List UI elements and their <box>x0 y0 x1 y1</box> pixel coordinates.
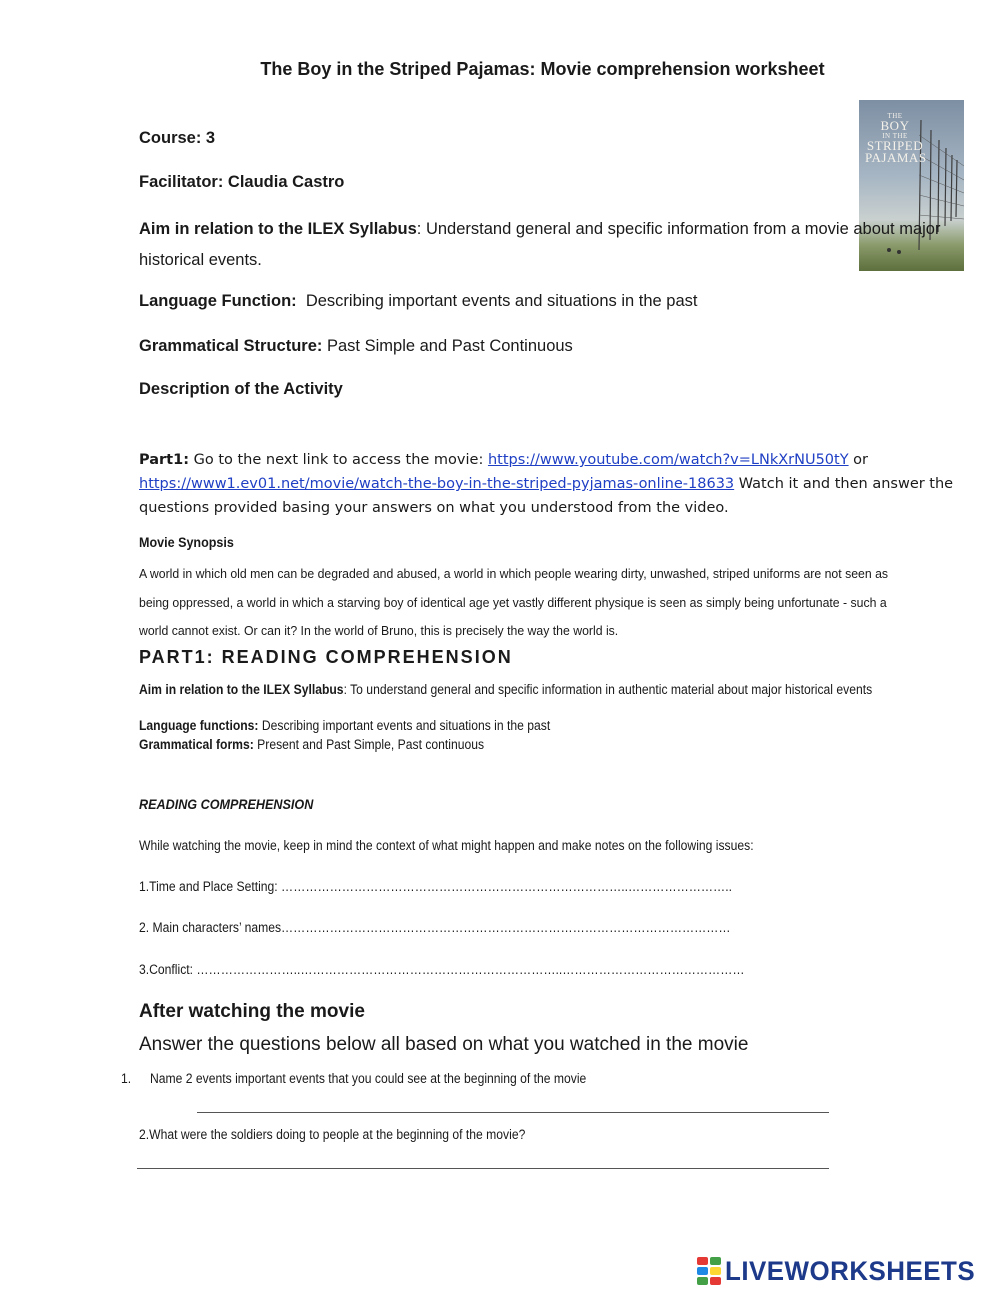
grammatical-structure-label: Grammatical Structure: <box>139 337 323 355</box>
question-conflict[interactable]: 3.Conflict: ……………………..………………………………………………………..……………………………………… <box>139 962 745 977</box>
part1-lf-label: Language functions: <box>139 718 259 733</box>
language-function-label: Language Function: <box>139 292 297 310</box>
poster-word: STRIPED <box>866 138 924 153</box>
grammatical-structure-line <box>139 337 573 356</box>
part1-label: Part1: <box>139 452 189 468</box>
course-label: Course: 3 <box>139 129 216 147</box>
answer-line[interactable] <box>137 1168 829 1169</box>
aim-paragraph <box>139 214 959 276</box>
synopsis-text: A world in which old men can be degraded and abused, a world in which people wearing dirty, unwashed, striped uniforms are not seen as being oppressed, a world in which a starving boy of identical age yet vastly different physique is seen as simply being unfortunate - such a world cannot exist. Or can it? In the world of Bruno, this is precisely the way the world is. <box>139 566 889 638</box>
language-function-text: Describing important events and situations in the past <box>305 292 698 310</box>
poster-word: PAJAMAS <box>865 150 927 165</box>
part1-instruction: Watch it and then answer the questions provided basing your answers on what you understood from the video. <box>139 476 954 516</box>
poster-word: IN THE <box>882 132 908 140</box>
part1-reading-heading: PART1: READING COMPREHENSION <box>139 647 513 667</box>
activity-description-heading: Description of the Activity <box>139 380 343 398</box>
ev01-link[interactable]: https://www1.ev01.net/movie/watch-the-boy-in-the-striped-pyjamas-online-18633 <box>139 476 735 492</box>
poster-word: BOY <box>880 118 910 133</box>
poster-word: THE <box>887 112 903 120</box>
synopsis-heading: Movie Synopsis <box>139 535 234 550</box>
part1-aim <box>139 681 913 699</box>
reading-instruction: While watching the movie, keep in mind the context of what might happen and make notes on the following issues: <box>139 838 754 853</box>
part1-gf-label: Grammatical forms: <box>139 737 254 752</box>
page-title: The Boy in the Striped Pajamas: Movie comprehension worksheet <box>260 59 825 79</box>
poster-title <box>865 112 925 164</box>
part1-grammatical-forms <box>139 737 484 752</box>
part1-intro-paragraph <box>139 448 959 520</box>
youtube-link[interactable]: https://www.youtube.com/watch?v=LNkXrNU50tY <box>487 452 849 468</box>
grammatical-structure-text: Past Simple and Past Continuous <box>327 337 573 355</box>
question-events: Name 2 events important events that you could see at the beginning of the movie <box>150 1071 587 1086</box>
reading-comprehension-heading: READING COMPREHENSION <box>139 796 314 812</box>
answer-instruction: Answer the questions below all based on what you watched in the movie <box>139 1034 749 1055</box>
part1-language-functions <box>139 718 550 733</box>
logo-blocks-icon <box>697 1257 723 1285</box>
question-soldiers: 2.What were the soldiers doing to people at the beginning of the movie? <box>139 1127 526 1142</box>
question-number: 1. <box>121 1071 132 1086</box>
language-function-line <box>139 292 697 311</box>
or-text: or <box>848 452 869 468</box>
question-main-characters[interactable]: 2. Main characters’ names………………………………………………………………………………………………… <box>139 920 731 935</box>
logo-text: LIVEWORKSHEETS <box>725 1256 976 1286</box>
part1-gf-text: Present and Past Simple, Past continuous <box>253 737 485 752</box>
question-time-place[interactable]: 1.Time and Place Setting: …………………………………………………………………………..…………………….. <box>139 879 732 894</box>
facilitator-label: Facilitator: Claudia Castro <box>139 173 345 191</box>
aim-text: : Understand general and specific information from a movie about major historical events. <box>139 220 941 269</box>
part1-aim-text: : To understand general and specific information in authentic material about major historical events <box>343 682 873 697</box>
part1-lf-text: Describing important events and situations in the past <box>258 718 551 733</box>
part1-text: Go to the next link to access the movie: <box>189 452 488 468</box>
after-watching-heading: After watching the movie <box>139 1001 365 1022</box>
aim-label: Aim in relation to the ILEX Syllabus <box>139 220 417 238</box>
part1-aim-label: Aim in relation to the ILEX Syllabus <box>139 682 344 697</box>
answer-line[interactable] <box>197 1112 829 1113</box>
